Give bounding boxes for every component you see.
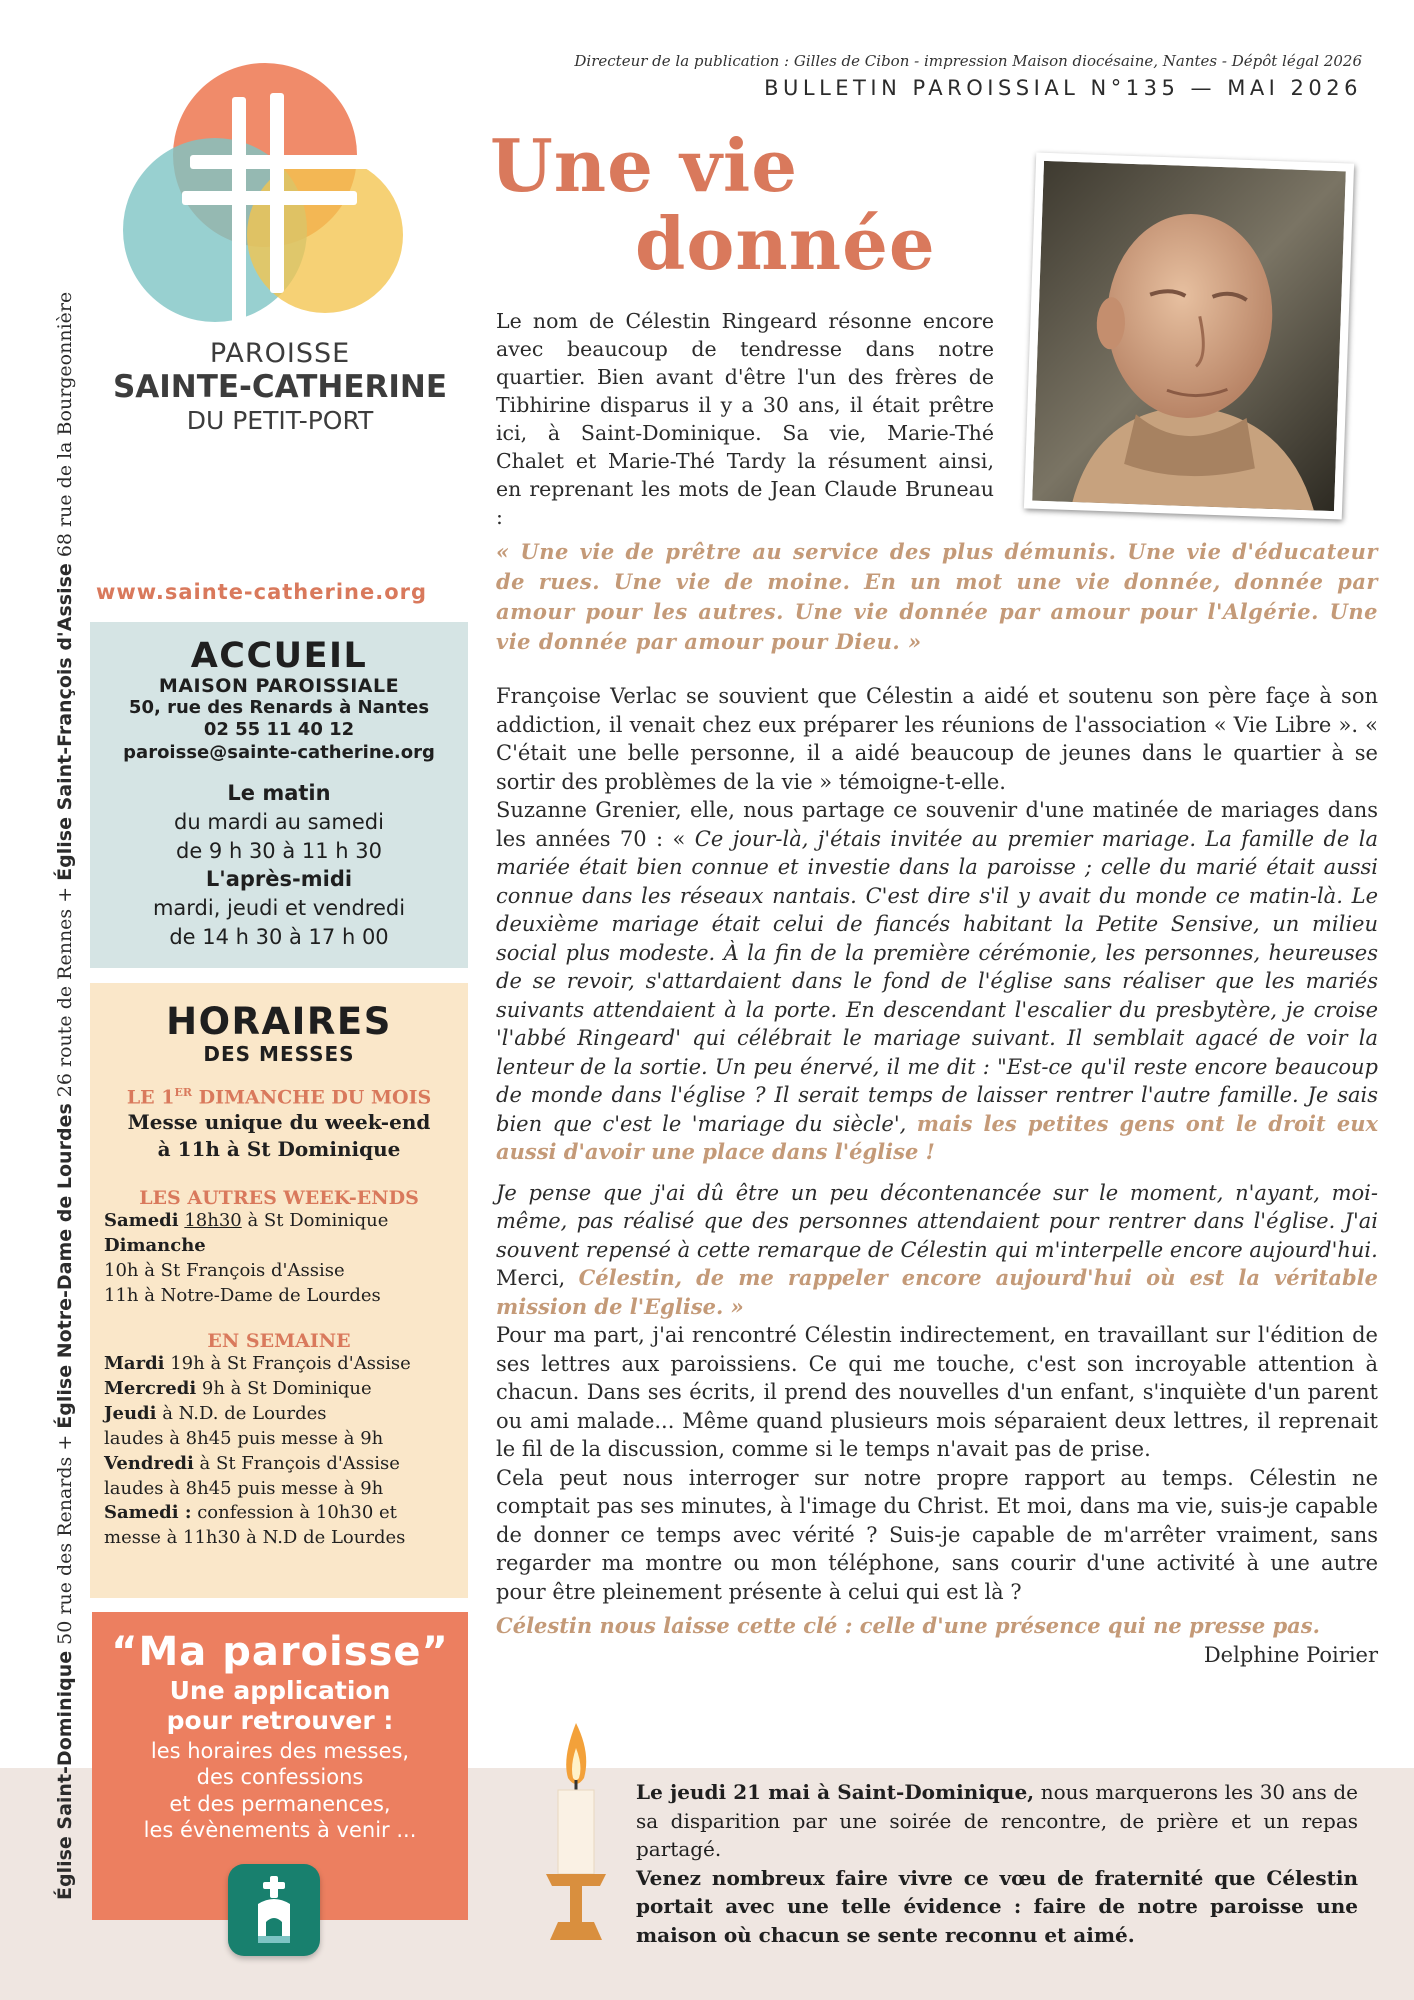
app-desc-line2: des confessions [196,1765,364,1790]
app-sub-line1: Une application [169,1676,391,1705]
portrait-photo [1024,153,1354,520]
parish-logo [120,55,420,345]
church-2-address: 26 route de Rennes [54,908,76,1098]
thursday-line [104,1402,454,1427]
morning-hours: de 9 h 30 à 11 h 30 [176,838,382,863]
morning-days: du mardi au samedi [174,809,384,834]
morning-label: Le matin [227,781,331,806]
weekends-heading: LES AUTRES WEEK-ENDS [139,1187,419,1210]
paragraph-letters: Pour ma part, j'ai rencontré Célestin indirectement, en travaillant sur l'édition de ses lettres aux paroissiens. Ce qui me touche, c'est son incroyable attention à chacun. Dans ses écrits, il prend des nouvelles d'un enfant, s'inquiète d'un parent ou ami malade... Même quand plusieurs mois séparaient deux lettres, il reprenait le fil de la discussion, comme si le temps n'avait pas de prise. [496,1323,1378,1461]
event-announcement [636,1778,1358,1949]
church-1-name: Église Saint-Dominique [54,1650,76,1900]
separator: + [54,1428,76,1457]
church-3-address: 68 rue de la Bourgeonnière [54,291,76,558]
accueil-email[interactable]: paroisse@sainte-catherine.org [123,741,435,763]
article-title-line1: Une vie [490,123,799,208]
wednesday-text: 9h à St Dominique [196,1378,372,1400]
horaires-title: HORAIRES [166,1000,392,1043]
afternoon-label: L'après-midi [205,867,353,892]
thursday-label: Jeudi [104,1403,157,1425]
sunday-line [104,1234,454,1259]
saturday-place: à St Dominique [241,1210,389,1232]
app-desc-line3: et des permanences, [169,1791,391,1816]
saturday-week-text: confession à 10h30 et [191,1502,397,1524]
article-body [496,682,1378,1669]
tuesday-line [104,1352,454,1377]
saturday-time: 18h30 [184,1210,242,1232]
parish-name-line1: PAROISSE [209,338,351,369]
wednesday-line [104,1377,454,1402]
app-desc-line1: les horaires des messes, [150,1739,410,1763]
article-title-line2: donnée [635,201,936,286]
paragraph-reflection: Je pense que j'ai dû être un peu décontenancée sur le moment, n'ayant, moi-même, pas réalisé que des personnes attendaient pour rentrer dans l'église. J'ai souvent repensé à cette remarque de Célestin qui m'interpelle encore aujourd'hui. [496,1180,1378,1262]
week-heading: EN SEMAINE [207,1330,351,1353]
sunday-mass-1: 10h à St François d'Assise [104,1259,345,1281]
bulletin-number: BULLETIN PAROISSIAL N°135 — MAI 2026 [764,76,1362,100]
first-sunday-sup: ER [174,1085,193,1099]
first-sunday-pre: LE 1 [126,1086,175,1109]
first-sunday-line1: Messe unique du week-end [127,1110,431,1135]
first-sunday-post: DIMANCHE DU MOIS [192,1086,432,1109]
publisher-line: Directeur de la publication : Gilles de Cibon - impression Maison diocésaine, Nantes - Dépôt légal 2026 [574,52,1362,70]
church-3-name: Église Saint-François d'Assise [54,563,76,881]
saturday-week-text-2: messe à 11h30 à N.D de Lourdes [104,1527,406,1549]
sunday-mass-2: 11h à Notre-Dame de Lourdes [104,1284,381,1306]
parish-name [90,338,470,435]
friday-text: à St François d'Assise [193,1452,400,1474]
thursday-text-2: laudes à 8h45 puis messe à 9h [104,1427,384,1449]
saturday-line [104,1209,454,1234]
friday-text-2: laudes à 8h45 puis messe à 9h [104,1477,384,1499]
parish-name-line3: DU PETIT-PORT [186,406,374,436]
wednesday-label: Mercredi [104,1378,197,1400]
thursday-text: à N.D. de Lourdes [156,1403,327,1425]
afternoon-hours: de 14 h 30 à 17 h 00 [169,925,389,950]
saturday-label: Samedi [104,1210,179,1232]
paragraph-key: Célestin nous laisse cette clé : celle d'une présence qui ne presse pas. [496,1613,1320,1638]
app-desc-line4: les évènements à venir ... [143,1817,417,1842]
saturday-week-label: Samedi : [104,1502,192,1524]
sunday-label: Dimanche [104,1235,206,1256]
horaires-subtitle: DES MESSES [203,1041,355,1066]
church-1-address: 50 rue des Renards [54,1456,76,1645]
tuesday-text: 19h à St François d'Assise [164,1353,411,1375]
app-title: “Ma paroisse” [111,1629,449,1675]
afternoon-days: mardi, jeudi et vendredi [152,895,406,920]
grenier-quote: Ce jour-là, j'étais invitée au premier mariage. La famille de la mariée était bien connue et investie dans la paroisse ; celle du marié était aussi connue dans les réseaux nantais. C'est dire s'il y avait du monde ce matin-là. Le deuxième mariage était celui de fiancés habitant la Petite Sensive, un milieu social plus modeste. À la fin de la première cérémonie, les personnes, heureuses de se revoir, s'attardaient dans le fond de l'église sans réaliser que les mariés suivants attendaient à la porte. En descendant l'escalier du presbytère, je croise 'l'abbé Ringeard' qui célébrait le mariage suivant. Il semblait agacé de voir la lenteur de la sortie. Un peu énervé, il me dit : "Est-ce qu'il reste encore beaucoup de monde dans l'église ? Il serait temps de laisser rentrer l'autre famille. Je sais bien que c'est le 'mariage du siècle', [496,826,1378,1136]
tuesday-label: Mardi [104,1353,165,1375]
separator: + [54,880,76,909]
candle-icon [536,1718,616,1948]
app-promo-box [92,1612,468,1920]
church-2-name: Église Notre-Dame de Lourdes [54,1103,76,1429]
mass-times-box [90,983,468,1598]
accueil-box [90,622,468,968]
merci-prefix: Merci, [496,1266,579,1290]
website-link[interactable]: www.sainte-catherine.org [96,580,428,604]
church-app-icon[interactable] [228,1864,320,1956]
accueil-title: ACCUEIL [190,636,368,676]
paragraph-merci [496,1264,1378,1321]
friday-line [104,1452,454,1477]
grenier-quote-highlight: mais les petites gens ont le droit eux aussi d'avoir une place dans l'église ! [496,1110,1379,1164]
event-description: nous marquerons les 30 ans de sa disparition par une soirée de rencontre, de prière et un repas partagé. [636,1780,1358,1861]
friday-label: Vendredi [104,1452,194,1474]
grenier-intro: Suzanne Grenier, elle, nous partage ce souvenir d'une matinée de mariages dans les années 70 : « [496,798,1378,851]
side-churches-text [48,220,82,1900]
saturday-week-line [104,1501,454,1526]
event-closing: Venez nombreux faire vivre ce vœu de fraternité que Célestin portait avec une telle évidence : faire de notre paroisse une maison où chacun se sente reconnu et aimé. [636,1865,1358,1947]
accueil-subtitle: MAISON PAROISSIALE [158,674,400,697]
accueil-phone: 02 55 11 40 12 [203,719,355,741]
article-quote: « Une vie de prêtre au service des plus démunis. Une vie d'éducateur de rues. Une vie de moine. En un mot une vie donnée, donnée par amour pour les autres. Une vie donnée par amour pour l'Algérie. Une vie donnée par amour pour Dieu. » [496,539,1378,654]
paragraph-time: Cela peut nous interroger sur notre propre rapport au temps. Célestin ne comptait pas ses minutes, à l'image du Christ. Et moi, dans ma vie, suis-je capable de donner ce temps avec vérité ? Suis-je capable de m'arrêter vraiment, sans regarder ma montre ou mon téléphone, sans courir d'une activité à une autre pour être pleinement présente à celui qui est là ? [496,1465,1378,1604]
first-sunday-heading [104,1086,454,1108]
app-subtitle [92,1676,468,1736]
event-date: Le jeudi 21 mai à Saint-Dominique, [636,1780,1035,1804]
parish-name-line2: SAINTE-CATHERINE [112,369,448,405]
first-sunday-line2: à 11h à St Dominique [157,1137,401,1162]
author-signature: Delphine Poirier [1203,1642,1378,1667]
merci-highlight: Célestin, de me rappeler encore aujourd'hui où est la véritable mission de l'Eglise. » [496,1265,1379,1319]
event-lead [636,1778,1358,1864]
paragraph-grenier [496,796,1378,1167]
app-sub-line2: pour retrouver : [166,1706,394,1735]
article-intro: Le nom de Célestin Ringeard résonne encore avec beaucoup de tendresse dans notre quartier. Bien avant d'être l'un des frères de Tibhirine disparus il y a 30 ans, il était prêtre ici, à Saint-Dominique. Sa vie, Marie-Thé Chalet et Marie-Thé Tardy la résument ainsi, en reprenant les mots de Jean Claude Bruneau : [496,309,994,529]
app-description [92,1738,468,1843]
paragraph-verlac: Françoise Verlac se souvient que Célestin a aidé et soutenu son père façe à son addiction, il venait chez eux préparer les réunions de l'association « Vie Libre ». « C'était une belle personne, il a aidé beaucoup de jeunes dans le quartier à se sortir des problèmes de la vie » témoigne-t-elle. [496,684,1378,794]
accueil-address: 50, rue des Renards à Nantes [128,696,430,718]
